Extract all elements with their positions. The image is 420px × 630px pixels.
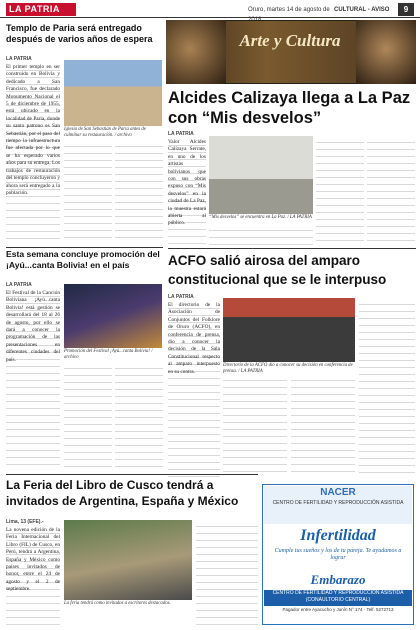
article2-col2 — [64, 362, 112, 470]
ad-logo: NACER — [320, 487, 356, 498]
divider — [6, 474, 258, 475]
divider — [6, 247, 163, 248]
ad-title: Infertilidad — [300, 527, 376, 544]
banner-title: Arte y Cultura — [239, 31, 341, 50]
article3-label: LA PATRIA — [168, 131, 194, 137]
article3-col3 — [316, 136, 364, 246]
ad-footer: CENTRO DE FERTILIDAD Y REPRODUCCIÓN ASISTIDA (CONAULTORIO CENTRAL) — [264, 590, 412, 606]
newspaper-brand: LA PATRIA — [6, 3, 76, 16]
banner-art-right — [356, 20, 416, 84]
ad-address: Pagador entre Ayacucho y Junín N° 174 · Telf. 5272713 — [282, 607, 394, 612]
article2-label: LA PATRIA — [6, 282, 32, 288]
article4-photo — [223, 298, 355, 362]
article2-photo — [64, 284, 162, 348]
article4-label: LA PATRIA — [168, 294, 194, 300]
article2-body: El Festival de la Canción Boliviana ¡Ayú...canta Bolivia! está gestión se desarrollará del 18 al 26 de agosto, por ello se dará a conocer la programación de las presentaciones en diferentes ciudades del país. — [6, 290, 60, 470]
article5-col3 — [196, 520, 258, 625]
ad-subtitle: CENTRO DE FERTILIDAD Y REPRODUCCIÓN ASISTIDA — [272, 500, 404, 506]
divider — [168, 248, 416, 249]
article1-col3 — [115, 140, 163, 244]
article5-photo — [64, 520, 192, 600]
article5-body: La novena edición de la Feria Internacional del Libro (FIL) de Cusco, en Perú, tendrá a Argentina, España y México como países invitados de honor, entre el 24 de agosto y el 2 de septiembre. — [6, 527, 60, 625]
article1-photo — [64, 60, 162, 126]
article3-col4 — [367, 136, 415, 246]
issue-date: Oruro, martes 14 de agosto de — [248, 7, 330, 13]
article3-photo — [209, 136, 313, 214]
article3-col2 — [209, 224, 313, 246]
article1-col2 — [64, 140, 112, 244]
article5-caption: La feria tendrá como invitados a escritores destacados. — [64, 601, 171, 606]
article3-headline: Alcides Calizaya llega a La Paz con “Mis desvelos” — [168, 89, 411, 127]
ad-tagline: Cumple tus sueños y los de tu pareja. Te ayudamos a lograr — [274, 548, 402, 561]
section-name: CULTURAL - AVISO — [334, 7, 390, 13]
article4-caption: Directorio de la ACFO dio a conocer su decisión en conferencia de prensa. / LA PATRIA — [223, 363, 353, 374]
article2-caption: Promoción del Festival ¡Ayú...canta Bolivia! / archivo — [64, 349, 153, 360]
article4-body: El directorio de la Asociación de Conjuntos del Folklore de Oruro (ACFO), en conferencia de prensa, dio a conocer la decisión de la Sala Constitucional respecto al amparo interpuesto en su contra. — [168, 302, 220, 478]
article4-col2 — [223, 374, 287, 478]
article4-headline: ACFO salió airosa del amparo constitucional que se le interpuso — [168, 253, 387, 287]
article1-headline: Templo de Paria será entregado después de varios años de espera — [6, 23, 153, 44]
ad-emphasis: Embarazo — [310, 572, 366, 587]
article4-col3 — [291, 374, 355, 478]
page-number: 9 — [398, 3, 414, 16]
article1-label: LA PATRIA — [6, 56, 32, 62]
article5-headline: La Feria del Libro de Cusco tendrá a invitados de Argentina, España y México — [6, 478, 239, 508]
article2-headline: Esta semana concluye promoción del ¡Ayú...canta Bolivia! en el país — [6, 249, 160, 270]
article3-caption: “Mis desvelos” se encuentra en La Paz. / LA PATRIA — [209, 215, 312, 220]
article1-caption: Iglesia de San Sebastián de Paria antes de culminar su restauración. / archivo — [64, 127, 146, 138]
article3-body: Valor Alcides Calizaya Serrate, en uno de los artistas bolivianos que con sus obras expuso con “Mis desvelos” en la ciudad de La Paz, la muestra estará abierta al público. — [168, 139, 206, 245]
article4-col4 — [359, 298, 415, 478]
article5-label: Lima, 13 (EFE).- — [6, 519, 44, 525]
article1-body: El primer templo en ser construido en Bolivia y dedicado a San Francisco, fue declarado Monumento Nacional el 5 de diciembre de 1955, está ubicado en la localidad de Paria, donde su santo patrono es San Sebastián, por el paso del tiempo la infraestructura fue afectada por lo que se ha esperado varios años para su entrega. Los trabajos de restauración del templo concluyeron y ahora será entregado a la población. — [6, 64, 60, 244]
article2-col3 — [115, 362, 163, 470]
